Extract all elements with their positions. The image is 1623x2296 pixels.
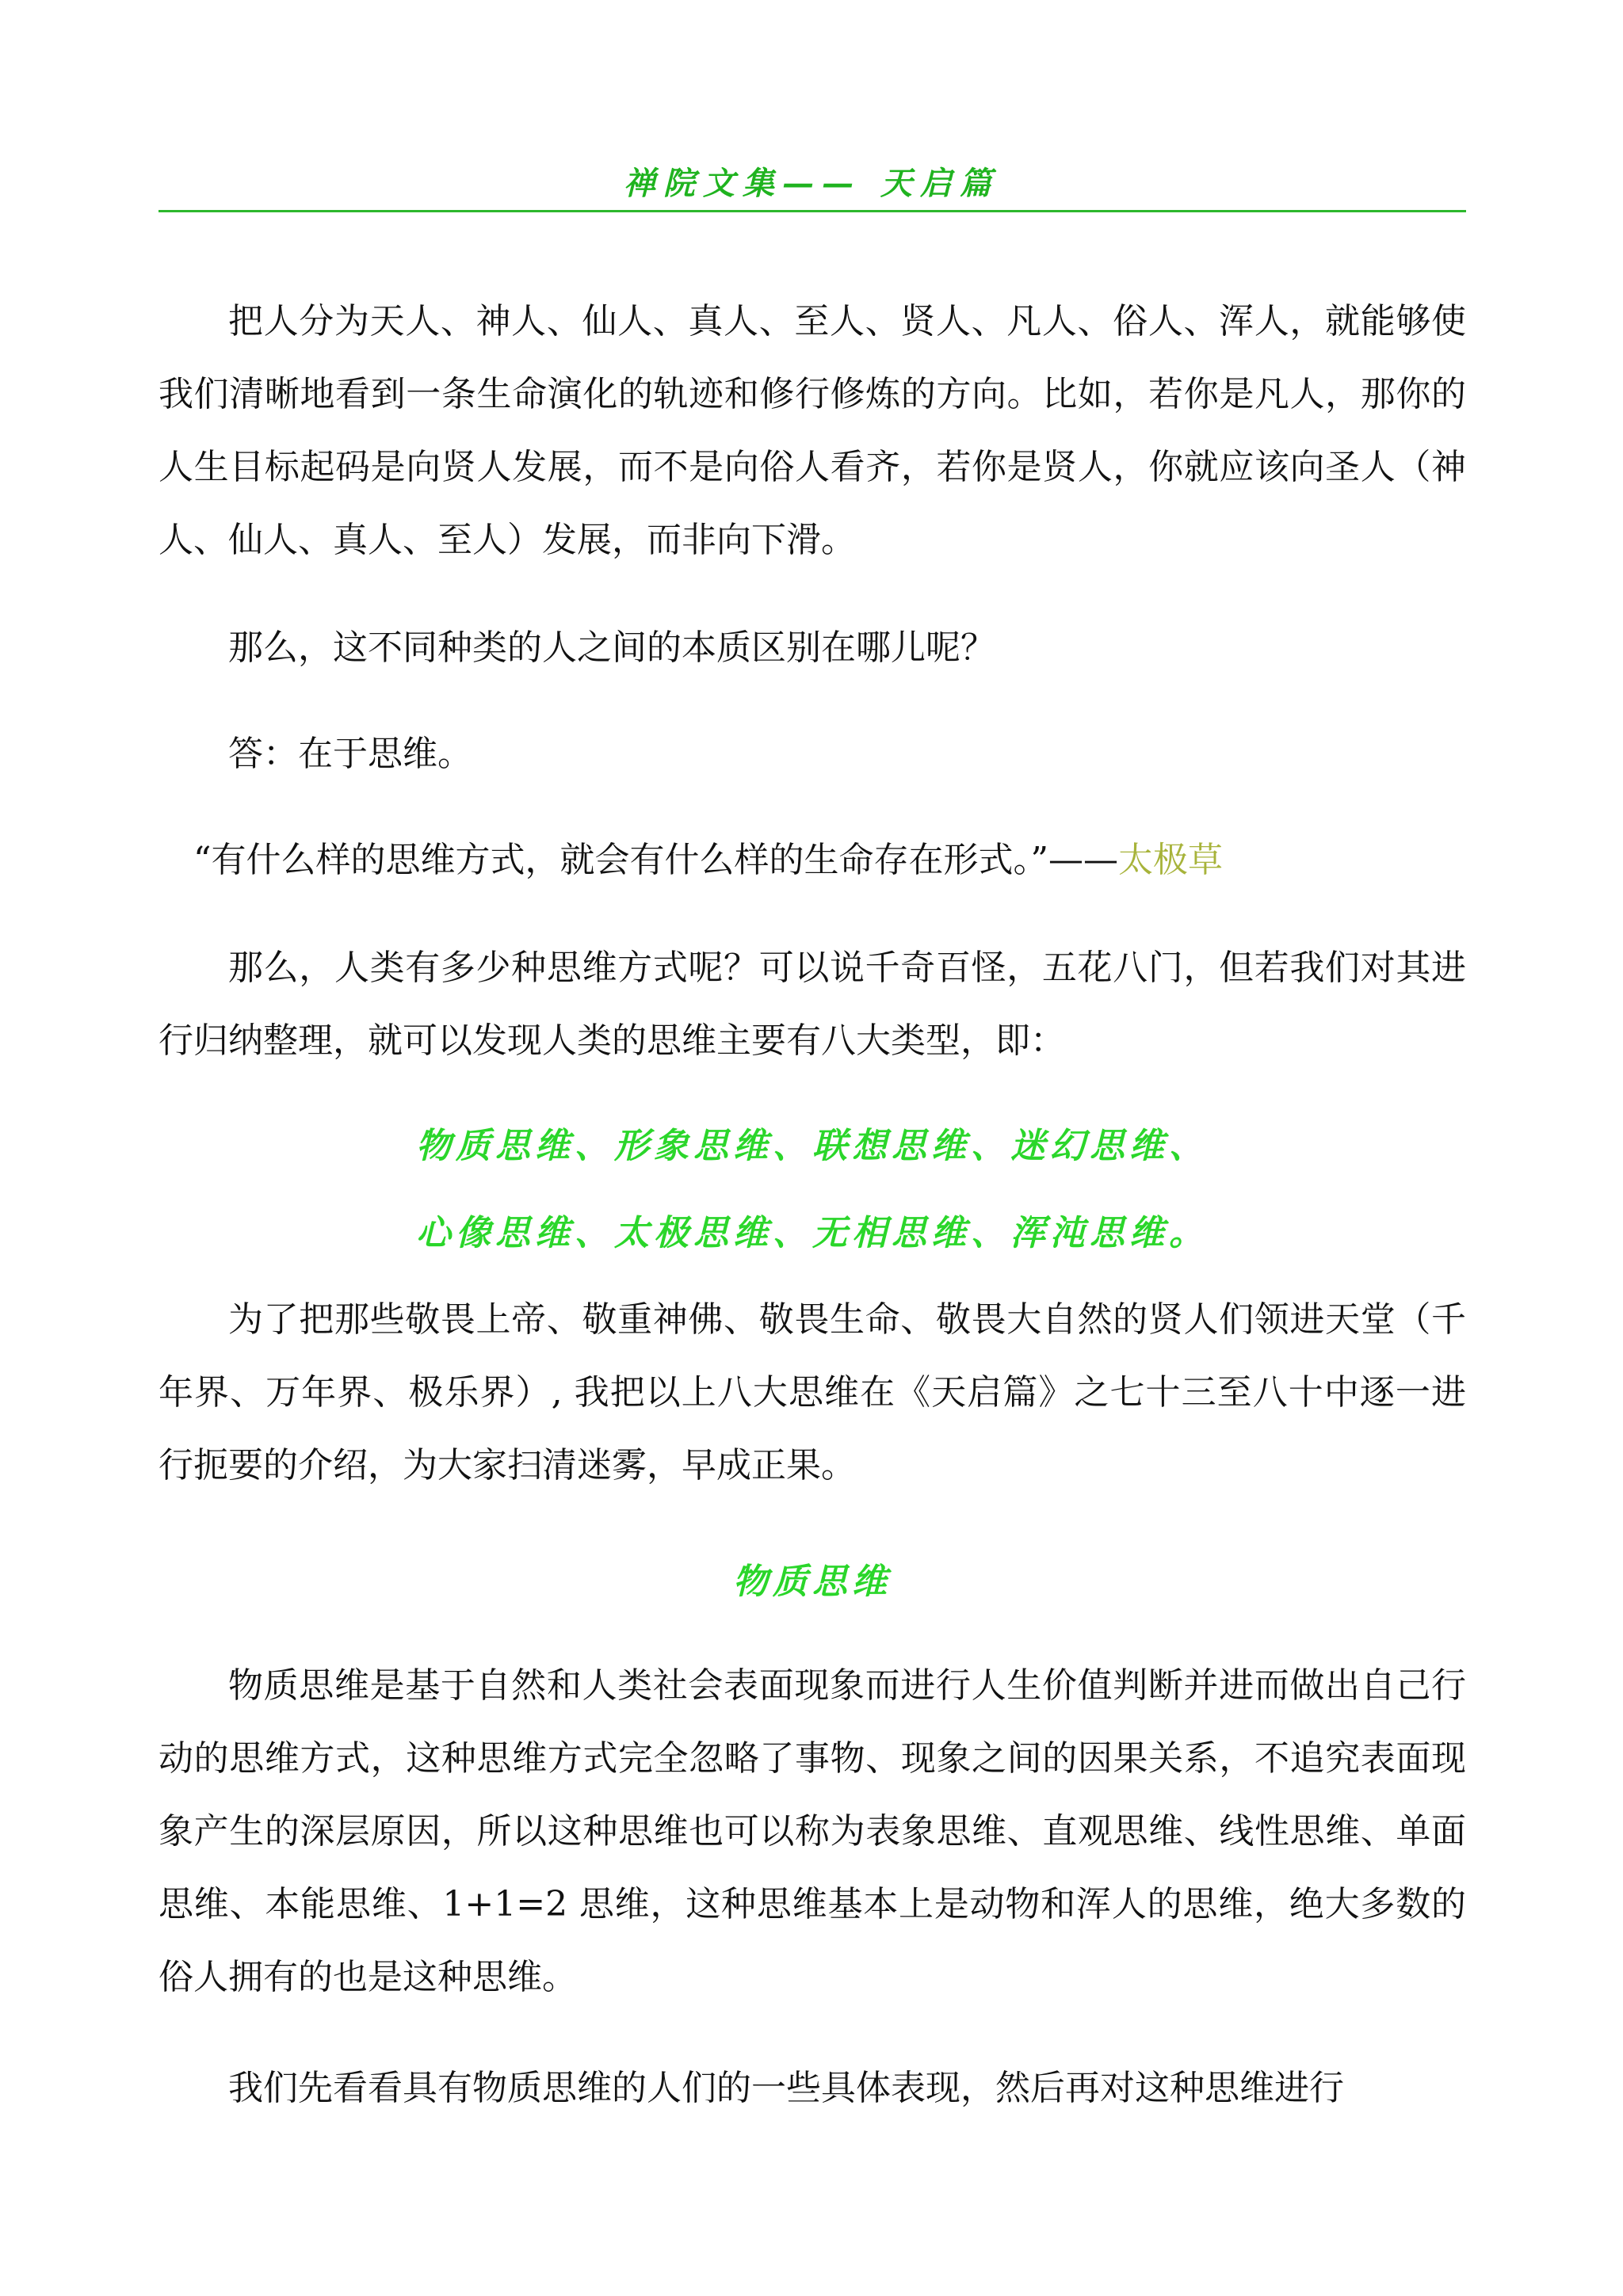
paragraph-1-block	[158, 285, 1466, 577]
paragraph-6-block	[158, 1650, 1466, 2014]
paragraph-7: 我们先看看具有物质思维的人们的一些具体表现，然后再对这种思维进行	[228, 2068, 1344, 2108]
header-rule	[158, 210, 1466, 212]
section-title: 物质思维	[733, 1562, 892, 1602]
eight-thinking-line-1: 物质思维、形象思维、联想思维、迷幻思维、	[416, 1126, 1209, 1166]
paragraph-2-block	[158, 612, 1466, 685]
header-title: 禅院文集—— 天启篇	[624, 165, 999, 202]
paragraph-3: 答：在于思维。	[228, 734, 472, 774]
quote-line	[158, 824, 1466, 897]
paragraph-7-block	[158, 2052, 1466, 2125]
quote-text: “有什么样的思维方式，就会有什么样的生命存在形式。”——	[193, 840, 1118, 880]
paragraph-5: 为了把那些敬畏上帝、敬重神佛、敬畏生命、敬畏大自然的贤人们领进天堂（千年界、万年界、极乐界）, 我把以上八大思维在《天启篇》之七十三至八十中逐一进行扼要的介绍，为大家扫清迷雾，早成正果。	[158, 1299, 1466, 1486]
quote-block	[158, 824, 1466, 897]
paragraph-3-block	[158, 718, 1466, 791]
paragraph-4-block	[158, 932, 1466, 1077]
paragraph-6: 物质思维是基于自然和人类社会表面现象而进行人生价值判断并进而做出自己行动的思维方式，这种思维方式完全忽略了事物、现象之间的因果关系，不追究表面现象产生的深层原因，所以这种思维也可以称为表象思维、直观思维、线性思维、单面思维、本能思维、1+1=2 思维，这种思维基本上是动物和浑人的思维，绝大多数的俗人拥有的也是这种思维。	[158, 1665, 1466, 1997]
paragraph-2: 那么，这不同种类的人之间的本质区别在哪儿呢？	[228, 627, 995, 668]
paragraph-5-block	[158, 1283, 1466, 1502]
quote-author: 太极草	[1118, 840, 1223, 880]
paragraph-1: 把人分为天人、神人、仙人、真人、至人、贤人、凡人、俗人、浑人，就能够使我们清晰地看到一条生命演化的轨迹和修行修炼的方向。比如，若你是凡人，那你的人生目标起码是向贤人发展，而不是向俗人看齐，若你是贤人，你就应该向圣人（神人、仙人、真人、至人）发展，而非向下滑。	[158, 301, 1466, 560]
eight-thinking-line-2: 心像思维、太极思维、无相思维、浑沌思维。	[416, 1213, 1209, 1253]
paragraph-4: 那么，人类有多少种思维方式呢？可以说千奇百怪，五花八门，但若我们对其进行归纳整理，就可以发现人类的思维主要有八大类型，即：	[158, 948, 1466, 1061]
